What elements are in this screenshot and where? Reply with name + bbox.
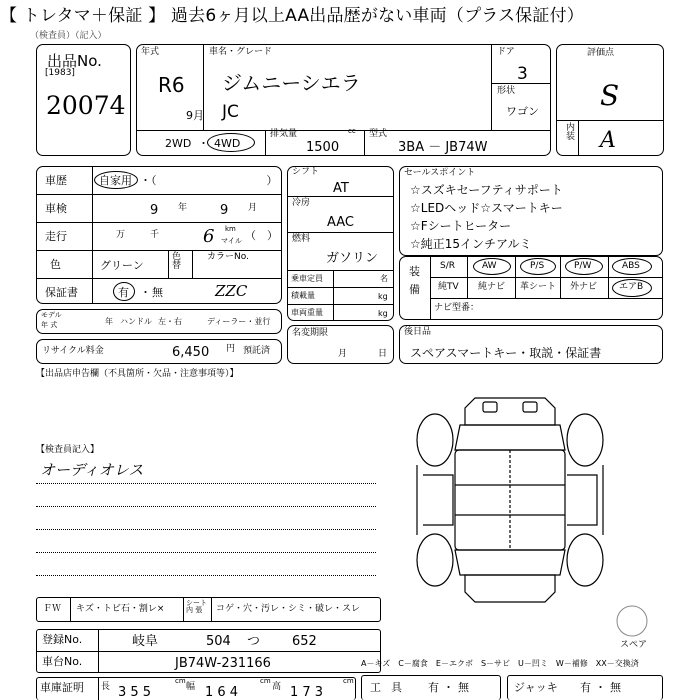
navi-model-label: ナビ型番： [434, 303, 480, 313]
equip-aw-circle [473, 258, 511, 275]
name-change-day: 日 [378, 349, 388, 359]
equip-aw: AW [482, 261, 497, 271]
equip-pw-circle [565, 258, 603, 275]
lot-code: [1983] [45, 68, 75, 78]
model-grade: JC [222, 102, 239, 122]
equip-abs-circle [612, 258, 652, 275]
warranty-circle [113, 282, 135, 301]
registration-kana: つ [247, 634, 261, 649]
color-change-label: 色替 [172, 252, 182, 271]
model-year-label1: モデル [41, 311, 62, 319]
load-unit: kg [378, 292, 388, 301]
lot-label: 出品No. [47, 52, 102, 70]
ac-label: 冷房 [292, 198, 311, 208]
jack-options: 有・無 [580, 681, 625, 694]
rating-score: S [600, 79, 620, 112]
model-label: 車名・グレード [209, 47, 273, 57]
handle-options: 左・右 [158, 317, 182, 326]
year-month: 9月 [186, 109, 204, 122]
capacity-unit: 名 [380, 274, 388, 283]
drive-selected-circle [207, 133, 255, 152]
color-code-label: カラーNo. [207, 252, 249, 262]
interior-label: 内装 [566, 123, 576, 142]
fw-label: ＦＷ [43, 604, 62, 614]
banner-title: 【 トレタマ＋保証 】 過去6ヶ月以上AA出品歴がない車両（プラス保証付） [0, 0, 700, 32]
displacement-label: 排気量 [270, 129, 298, 139]
year-label: 年式 [141, 47, 160, 57]
mileage-sen: 千 [150, 230, 160, 240]
diagram-windshield [455, 425, 565, 450]
registration-class: 504 [206, 634, 231, 649]
cert-unit-3: cm [343, 677, 354, 685]
diagram-mirror-right [523, 402, 537, 412]
mileage-value: 6 [203, 226, 215, 247]
registration-place: 岐阜 [132, 634, 159, 649]
notes-value: スペアスマートキー・取説・保証書 [410, 346, 602, 360]
shift-label: シフト [292, 167, 320, 177]
dealer-options: ディーラー・並行 [207, 317, 271, 326]
mileage-man: 万 [116, 230, 126, 240]
equip-sr: S/R [440, 261, 455, 271]
displacement-value: 1500 [306, 140, 340, 155]
interior-score: A [600, 128, 616, 153]
seller-note-label: 【出品店申告欄（不具箇所・欠品・注意事項等）】 [36, 369, 239, 379]
model-name: ジムニーシエラ [222, 71, 361, 95]
sales-point-1: ☆スズキセーフティサポート [410, 183, 563, 197]
color-label: 色 [50, 258, 61, 271]
fw-items: キズ・トビ石・割レ× [76, 604, 165, 614]
warranty-no: 無 [152, 286, 163, 299]
mileage-paren: （ ） [245, 229, 278, 242]
weight-unit: kg [378, 309, 388, 318]
rating-label: 評価点 [587, 48, 615, 58]
cert-unit-1: cm [175, 677, 186, 685]
cert-length-label: 長 [101, 682, 111, 692]
inspector-label: 【検査員記入】 [36, 445, 100, 455]
name-change-month: 月 [338, 349, 348, 359]
warranty-yes: 有 [118, 286, 129, 299]
diagram-rear-window [455, 550, 565, 575]
jack-label: ジャッキ [514, 681, 558, 694]
color-code-value: ZZC [215, 282, 248, 300]
sales-point-4: ☆純正15インチアルミ [410, 237, 532, 251]
inspection-month-unit: 月 [248, 203, 258, 213]
equip-ps: P/S [530, 261, 545, 271]
sales-point-2: ☆LEDヘッド☆スマートキー [410, 201, 563, 215]
model-year-nen: 年 [105, 317, 113, 326]
drive-4wd: 4WD [214, 137, 241, 150]
cert-height-label: 高 [272, 682, 282, 692]
cert-unit-2: cm [260, 677, 271, 685]
sales-points-label: セールスポイント [404, 168, 476, 178]
warranty-label: 保証書 [45, 286, 78, 299]
capacity-label: 乗車定員 [291, 274, 323, 283]
cert-length: 3 5 5 [118, 685, 152, 700]
mileage-mile: マイル [221, 237, 242, 245]
handle-label: ハンドル [120, 317, 152, 326]
sales-point-3: ☆Fシートヒーター [410, 219, 512, 233]
tools-options: 有・無 [428, 681, 473, 694]
inspection-year-unit: 年 [178, 203, 188, 213]
shift-value: AT [333, 181, 349, 196]
fuel-label: 燃料 [292, 234, 311, 244]
equip-leather: 革シート [520, 282, 557, 292]
warranty-dot: ・ [140, 286, 151, 299]
recycle-unit: 円 [226, 344, 236, 354]
lot-number: 20074 [46, 91, 126, 120]
name-change-label: 名変期限 [292, 328, 329, 338]
notes-label: 後日品 [404, 327, 432, 337]
spare-tire-icon [615, 604, 649, 638]
doors-value: 3 [517, 64, 528, 84]
equip-navi: 純ナビ [478, 282, 506, 292]
history-circle [94, 171, 138, 189]
drive-2wd: 2WD [165, 137, 192, 150]
history-label: 車歴 [45, 174, 67, 187]
ac-value: AAC [327, 215, 354, 230]
equip-ps-circle [520, 258, 556, 275]
cert-width: 1 6 4 [205, 685, 239, 700]
equip-abs: ABS [622, 261, 640, 271]
cert-label: 車庫証明 [40, 681, 84, 694]
seat-items: コゲ・穴・汚レ・シミ・破レ・スレ [216, 604, 361, 614]
damage-legend: A－キズ C－腐食 E－エクボ S－サビ U－凹ミ W－補修 XX－交換済 [361, 659, 639, 668]
equip-ext-navi: 外ナビ [570, 282, 598, 292]
cert-width-label: 幅 [186, 682, 196, 692]
mileage-km: km [225, 225, 236, 233]
cert-height: 1 7 3 [290, 685, 324, 700]
mileage-label: 走行 [45, 230, 67, 243]
diagram-wheel-fl [417, 414, 453, 466]
seat-label: シート内 張 [186, 599, 207, 614]
diagram-wheel-rl [417, 534, 453, 586]
diagram-mirror-left [483, 402, 497, 412]
model-year-label2: 年 式 [41, 321, 58, 329]
color-value: グリーン [100, 259, 144, 272]
diagram-rear [465, 575, 555, 602]
type-label: 型式 [369, 129, 388, 139]
spare-label: スペア [620, 640, 648, 650]
cut-header-text: （検査員）（記入） [30, 31, 107, 41]
registration-label: 登録No. [42, 633, 83, 646]
registration-number: 652 [292, 634, 317, 649]
fuel-value: ガソリン [326, 251, 379, 266]
recycle-value: 6,450 [172, 345, 210, 360]
type-value: 3BA － JB74W [398, 140, 488, 155]
diagram-wheel-fr [567, 414, 603, 466]
history-selected: 自家用 [99, 174, 132, 187]
inspection-label: 車検 [45, 202, 67, 215]
equip-pw: P/W [574, 261, 592, 271]
drive-dot: ・ [198, 137, 209, 150]
car-damage-diagram [405, 380, 615, 620]
equipment-label: 装備 [409, 265, 420, 296]
equip-airbag-circle [612, 279, 652, 297]
load-label: 積載量 [291, 291, 315, 300]
doors-label: ドア [497, 47, 515, 57]
recycle-label: リサイクル料金 [42, 346, 104, 356]
cc-unit: cc [348, 127, 356, 135]
shape-value: ワゴン [506, 105, 539, 118]
chassis-label: 車台No. [42, 655, 83, 668]
inspection-year: 9 [150, 203, 159, 218]
diagram-roof-front [465, 398, 555, 425]
inspection-month: 9 [220, 203, 229, 218]
equip-tv: 純TV [438, 282, 459, 292]
chassis-value: JB74W-231166 [175, 656, 271, 671]
shape-label: 形状 [497, 86, 516, 96]
equip-airbag: エアB [619, 282, 644, 292]
tools-label: 工具 [370, 681, 412, 694]
inspector-note: オーディオレス [40, 461, 144, 479]
diagram-wheel-rr [567, 534, 603, 586]
weight-label: 車両重量 [291, 308, 323, 317]
year-era: R6 [158, 73, 185, 97]
recycle-note: 預託済 [243, 346, 271, 356]
history-paren: ・（ ） [140, 174, 278, 187]
